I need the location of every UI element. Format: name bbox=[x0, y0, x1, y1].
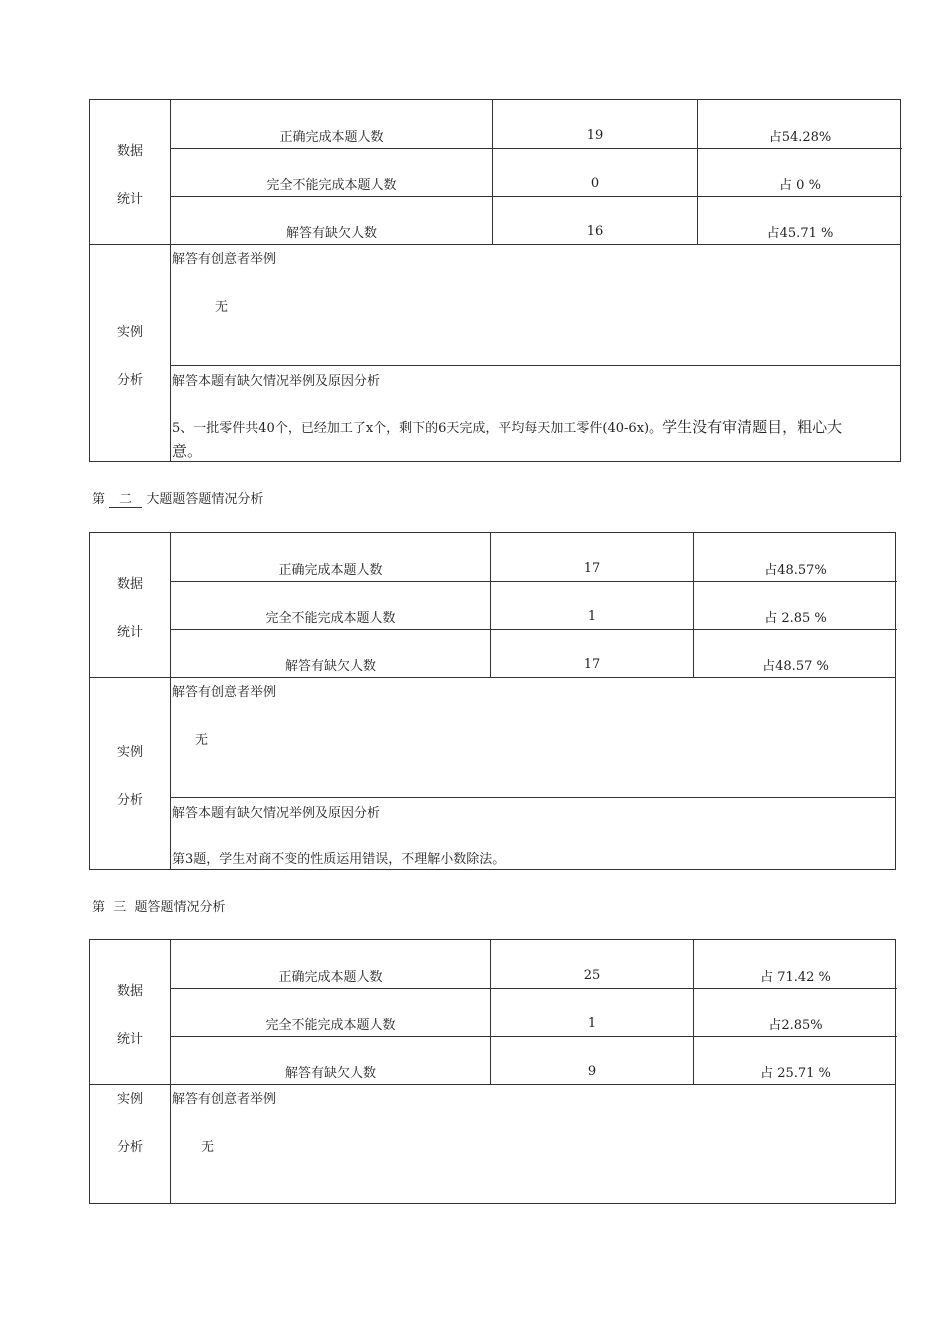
example-label-line1: 实例 bbox=[116, 1092, 143, 1107]
deficient-analysis-label: 解答本题有缺欠情况举例及原因分析 bbox=[172, 374, 381, 389]
deficient-count: 9 bbox=[490, 1036, 693, 1084]
deficient-label: 解答有缺欠人数 bbox=[170, 629, 490, 677]
correct-percent: 占54.28% bbox=[697, 100, 902, 148]
correct-count: 17 bbox=[490, 533, 693, 581]
deficient-label: 解答有缺欠人数 bbox=[170, 1036, 490, 1084]
unable-label: 完全不能完成本题人数 bbox=[170, 581, 490, 629]
deficient-percent: 占48.57 % bbox=[693, 629, 897, 677]
correct-label: 正确完成本题人数 bbox=[170, 533, 490, 581]
correct-percent: 占 71.42 % bbox=[693, 940, 897, 988]
stats-label-line1: 数据 bbox=[116, 144, 143, 159]
unable-count: 1 bbox=[490, 581, 693, 629]
correct-count: 25 bbox=[490, 940, 693, 988]
deficient-label: 解答有缺欠人数 bbox=[170, 196, 492, 244]
creative-cell bbox=[170, 244, 900, 365]
stats-label-line1: 数据 bbox=[116, 984, 143, 999]
deficient-count: 17 bbox=[490, 629, 693, 677]
example-label-line2: 分析 bbox=[116, 373, 143, 388]
unable-percent: 占 2.85 % bbox=[693, 581, 897, 629]
deficient-analysis-label: 解答本题有缺欠情况举例及原因分析 bbox=[172, 806, 381, 821]
analysis-table-3 bbox=[89, 939, 896, 1204]
unable-count: 1 bbox=[490, 988, 693, 1036]
creative-label: 解答有创意者举例 bbox=[172, 1092, 277, 1107]
stats-label-1 bbox=[90, 100, 170, 244]
unable-percent: 占 0 % bbox=[697, 148, 902, 196]
creative-example: 无 bbox=[195, 733, 209, 748]
deficient-analysis-cell bbox=[170, 797, 895, 869]
creative-cell bbox=[170, 1084, 895, 1203]
stats-label-line1: 数据 bbox=[116, 577, 143, 592]
unable-label: 完全不能完成本题人数 bbox=[170, 148, 492, 196]
heading-prefix: 第 bbox=[92, 492, 106, 507]
deficient-analysis-text-a: 5、一批零件共40个，已经加工了x个，剩下的6天完成，平均每天加工零件(40-6x)。 bbox=[172, 421, 663, 436]
correct-percent: 占48.57% bbox=[693, 533, 897, 581]
creative-example: 无 bbox=[215, 300, 229, 315]
example-label-2 bbox=[90, 677, 170, 869]
analysis-table-2 bbox=[89, 532, 896, 870]
heading-suffix: 大题题答题情况分析 bbox=[146, 492, 264, 507]
deficient-count: 16 bbox=[492, 196, 697, 244]
example-label-1 bbox=[90, 244, 170, 461]
deficient-analysis-text-c: 意。 bbox=[172, 442, 203, 460]
example-label-line1: 实例 bbox=[116, 325, 143, 340]
correct-count: 19 bbox=[492, 100, 697, 148]
deficient-analysis-text bbox=[172, 416, 842, 437]
example-label-line2: 分析 bbox=[116, 1140, 143, 1155]
unable-label: 完全不能完成本题人数 bbox=[170, 988, 490, 1036]
creative-label: 解答有创意者举例 bbox=[172, 685, 277, 700]
stats-label-line2: 统计 bbox=[116, 192, 143, 207]
correct-label: 正确完成本题人数 bbox=[170, 100, 492, 148]
creative-example: 无 bbox=[201, 1140, 215, 1155]
stats-label-line2: 统计 bbox=[116, 625, 143, 640]
stats-label-2 bbox=[90, 533, 170, 677]
example-label-line1: 实例 bbox=[116, 745, 143, 760]
deficient-analysis-text-b: 学生没有审清题目，粗心大 bbox=[662, 418, 843, 436]
section-heading-3: 第 三 题答题情况分析 bbox=[92, 900, 226, 915]
creative-label: 解答有创意者举例 bbox=[172, 252, 277, 267]
heading-number: 二 bbox=[109, 488, 142, 508]
deficient-percent: 占45.71 % bbox=[697, 196, 902, 244]
deficient-percent: 占 25.71 % bbox=[693, 1036, 897, 1084]
deficient-analysis-cell bbox=[170, 365, 900, 461]
stats-label-line2: 统计 bbox=[116, 1032, 143, 1047]
example-label-3 bbox=[90, 1084, 170, 1203]
unable-count: 0 bbox=[492, 148, 697, 196]
deficient-analysis-text: 第3题，学生对商不变的性质运用错误，不理解小数除法。 bbox=[172, 852, 506, 867]
analysis-table-1 bbox=[89, 99, 901, 462]
correct-label: 正确完成本题人数 bbox=[170, 940, 490, 988]
stats-label-3 bbox=[90, 940, 170, 1084]
creative-cell bbox=[170, 677, 895, 797]
unable-percent: 占2.85% bbox=[693, 988, 897, 1036]
example-label-line2: 分析 bbox=[116, 793, 143, 808]
section-heading-2 bbox=[92, 488, 263, 508]
